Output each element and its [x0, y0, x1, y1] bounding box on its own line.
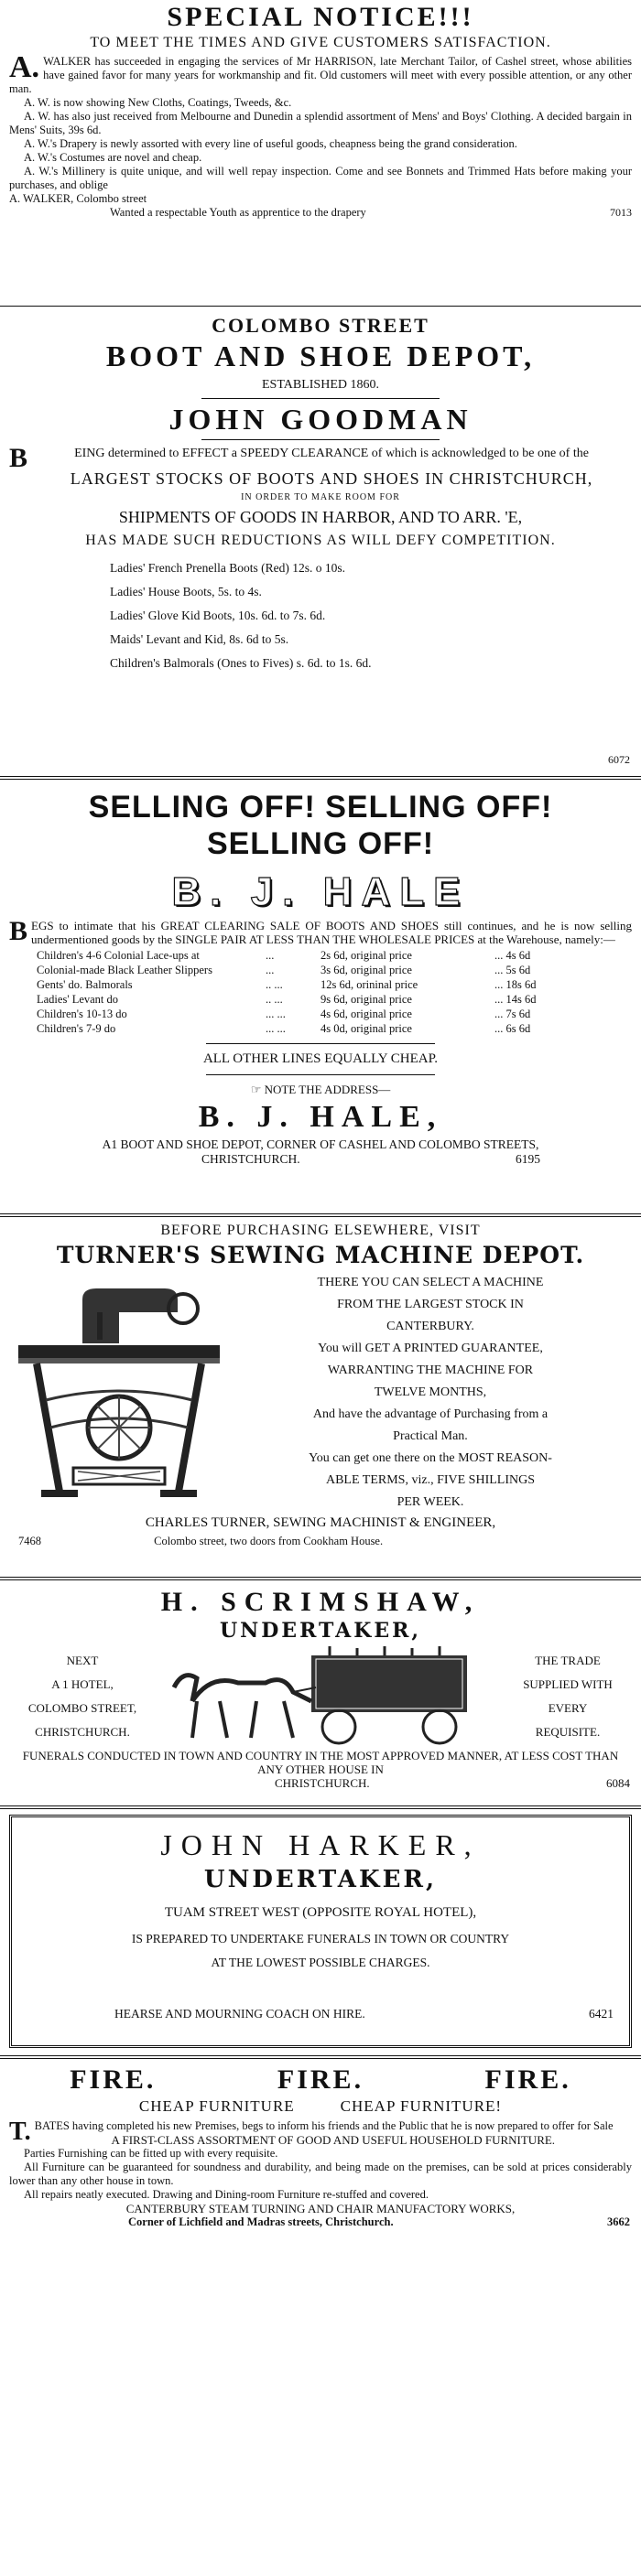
scrimshaw-right-line: SUPPLIED WITH	[523, 1677, 613, 1691]
newspaper-page	[0, 2, 641, 2576]
divider	[206, 1074, 435, 1075]
turner-line: PER WEEK.	[397, 1495, 464, 1509]
turner-line: TWELVE MONTHS,	[374, 1385, 487, 1399]
scrimshaw-trade: UNDERTAKER,	[219, 1619, 422, 1643]
harker-address: TUAM STREET WEST (OPPOSITE ROYAL HOTEL),	[164, 1905, 477, 1920]
turner-line: You can get one there on the MOST REASON-	[309, 1451, 552, 1465]
special-notice-line: A. W. is now showing New Cloths, Coatings, Tweeds, &c.	[24, 96, 292, 109]
turner-line: WARRANTING THE MACHINE FOR	[327, 1363, 534, 1377]
ref-number: 6072	[608, 753, 630, 766]
scrimshaw-left-line: NEXT	[66, 1654, 99, 1667]
turner-line: CANTERBURY.	[386, 1320, 474, 1333]
turner-ad	[0, 1223, 641, 1577]
fire-line: All Furniture can be guaranteed for soundness and durability, and being made on the premises, can be sold at prices considerably lower than any other house in town.	[9, 2161, 632, 2187]
hale-price-row	[37, 948, 632, 963]
hale-price: 9s 6d, original price	[320, 993, 412, 1006]
special-notice-ad	[0, 2, 641, 306]
fire-ad	[0, 2063, 641, 2227]
hale-price-row	[37, 992, 632, 1007]
special-notice-line: A. W. has also just received from Melbourne and Dunedin a splendid assortment of Mens' and Boys' Clothing. A decided bargain in Mens' Suits, 39s 6d.	[9, 110, 632, 136]
scrimshaw-name: H. SCRIMSHAW,	[160, 1587, 481, 1617]
hale-city-line: CHRISTCHURCH. 6195	[201, 1152, 540, 1166]
harker-hearse-line: HEARSE AND MOURNING COACH ON HIRE. 6421	[114, 2007, 614, 2021]
harker-charges: AT THE LOWEST POSSIBLE CHARGES.	[211, 1956, 430, 1969]
hale-headline-2: SELLING OFF!	[206, 826, 435, 861]
hale-orig: ... 18s 6d	[494, 978, 537, 991]
hale-item: Colonial-made Black Leather Slippers	[37, 964, 212, 976]
hale-ad	[0, 789, 641, 1213]
turner-line: You will GET A PRINTED GUARANTEE,	[318, 1342, 543, 1355]
turner-title: TURNER'S SEWING MACHINE DEPOT.	[56, 1242, 585, 1268]
hale-dots: ...	[266, 949, 275, 962]
hale-item: Gents' do. Balmorals	[37, 978, 133, 991]
special-notice-lines	[9, 96, 632, 192]
goodman-reductions: HAS MADE SUCH REDUCTIONS AS WILL DEFY COMPETITION.	[85, 533, 556, 548]
ref-number: 6421	[589, 2007, 614, 2021]
harker-name: JOHN HARKER,	[160, 1828, 481, 1861]
fire-headline-word: FIRE.	[277, 2064, 364, 2095]
hale-dots: ...	[266, 964, 275, 976]
special-notice-line: A. W.'s Millinery is quite unique, and will well repay inspection. Come and see Bonnets and Trimmed Hats before making your purchases, and oblige	[9, 165, 632, 191]
divider	[0, 1577, 641, 1580]
hale-dots: .. ...	[266, 978, 283, 991]
goodman-item: Ladies' House Boots, 5s. to 4s.	[110, 585, 262, 598]
goodman-name: JOHN GOODMAN	[168, 403, 473, 436]
fire-headline-word: FIRE.	[70, 2064, 157, 2095]
goodman-shipments: SHIPMENTS OF GOODS IN HARBOR, AND TO ARR. 'E,	[118, 508, 523, 526]
hale-orig: ... 6s 6d	[494, 1022, 531, 1035]
divider	[0, 1213, 641, 1217]
fire-assort: A FIRST-CLASS ASSORTMENT OF GOOD AND USEFUL HOUSEHOLD FURNITURE.	[111, 2133, 556, 2147]
divider	[0, 776, 641, 780]
special-notice-line: A. W.'s Drapery is newly assorted with every line of useful goods, cheapness being the grand consideration.	[24, 137, 517, 150]
scrimshaw-trade-supplied	[504, 1649, 632, 1744]
scrimshaw-left-line: COLOMBO STREET,	[27, 1701, 137, 1715]
scrimshaw-left-line: CHRISTCHURCH.	[35, 1725, 130, 1739]
goodman-order: IN ORDER TO MAKE ROOM FOR	[241, 492, 400, 502]
hale-item: Children's 7-9 do	[37, 1022, 116, 1035]
fire-works: CANTERBURY STEAM TURNING AND CHAIR MANUFACTORY WORKS,	[125, 2202, 516, 2215]
hale-price-row	[37, 963, 632, 977]
turner-line: Practical Man.	[393, 1429, 468, 1443]
ref-number: 6195	[516, 1152, 540, 1166]
turner-before: BEFORE PURCHASING ELSEWHERE, VISIT	[160, 1223, 481, 1238]
hale-price: 12s 6d, orininal price	[320, 978, 418, 991]
goodman-largest: LARGEST STOCKS OF BOOTS AND SHOES IN CHRISTCHURCH,	[70, 469, 593, 488]
ref-number: 7468	[18, 1535, 41, 1547]
special-notice-line: A. W.'s Costumes are novel and cheap.	[24, 151, 202, 164]
fire-corner-line: Corner of Lichfield and Madras streets, Christchurch. 3662	[128, 2215, 630, 2228]
hale-price-row	[37, 1007, 632, 1021]
hale-dots: ... ...	[266, 1022, 286, 1035]
hale-note: ☞ NOTE THE ADDRESS—	[250, 1083, 391, 1096]
turner-proprietor: CHARLES TURNER, SEWING MACHINIST & ENGINEER,	[145, 1515, 496, 1530]
hale-orig: ... 7s 6d	[494, 1008, 531, 1020]
harker-trade: UNDERTAKER,	[203, 1866, 438, 1893]
fire-headline-word: FIRE.	[484, 2064, 571, 2095]
hale-name-2: B. J. HALE,	[198, 1100, 443, 1134]
hale-item: Children's 10-13 do	[37, 1008, 127, 1020]
special-notice-signature: A. WALKER, Colombo street	[9, 192, 147, 205]
hale-price: 4s 6d, original price	[320, 1008, 412, 1020]
ref-number: 7013	[610, 206, 632, 219]
harker-prepared: IS PREPARED TO UNDERTAKE FUNERALS IN TOWN OR COUNTRY	[131, 1932, 510, 1945]
scrimshaw-right-line: EVERY	[548, 1701, 588, 1715]
sewing-machine-illustration	[9, 1272, 229, 1505]
goodman-street: COLOMBO STREET	[212, 314, 429, 337]
fire-lines	[9, 2147, 632, 2202]
hale-dots: ... ...	[266, 1008, 286, 1020]
hale-dots: .. ...	[266, 993, 283, 1006]
goodman-established: ESTABLISHED 1860.	[262, 378, 379, 392]
scrimshaw-city-line: CHRISTCHURCH. 6084	[275, 1776, 630, 1790]
turner-line: And have the advantage of Purchasing from a	[312, 1407, 549, 1421]
goodman-intro: B EING determined to EFFECT a SPEEDY CLEARANCE of which is acknowledged to be one of the	[9, 443, 589, 473]
fire-headline	[9, 2063, 632, 2097]
ref-number: 6084	[606, 1776, 630, 1790]
fire-line: Parties Furnishing can be fitted up with every requisite.	[24, 2147, 278, 2160]
special-notice-title: SPECIAL NOTICE!!!	[167, 2, 474, 32]
hale-orig: ... 5s 6d	[494, 964, 531, 976]
hale-orig: ... 14s 6d	[494, 993, 537, 1006]
turner-line: THERE YOU CAN SELECT A MACHINE	[317, 1276, 544, 1289]
ref-number: 3662	[607, 2215, 630, 2228]
scrimshaw-right-line: THE TRADE	[535, 1654, 601, 1667]
goodman-ad	[0, 314, 641, 776]
goodman-items	[9, 556, 632, 675]
hale-price-table	[9, 948, 632, 1036]
sewing-machine-icon	[9, 1272, 229, 1505]
hale-price: 4s 0d, original price	[320, 1022, 412, 1035]
scrimshaw-funerals: FUNERALS CONDUCTED IN TOWN AND COUNTRY IN THE MOST APPROVED MANNER, AT LESS COST THAN ANY OTHER HOUSE IN	[22, 1749, 619, 1776]
harker-ad	[9, 1815, 632, 2048]
divider	[0, 1805, 641, 1809]
fire-sub: CHEAP FURNITURE CHEAP FURNITURE!	[138, 2097, 503, 2115]
hale-headline-1: SELLING OFF! SELLING OFF!	[88, 790, 553, 825]
pointing-hand-icon: ☞	[250, 1083, 262, 1096]
scrimshaw-right-line: REQUISITE.	[535, 1725, 601, 1739]
drop-cap: A.	[9, 50, 40, 84]
goodman-title: BOOT AND SHOE DEPOT,	[105, 340, 536, 372]
divider	[0, 2055, 641, 2059]
hale-price: 2s 6d, original price	[320, 949, 412, 962]
hearse-icon	[156, 1646, 494, 1747]
turner-lines	[229, 1272, 632, 1514]
scrimshaw-address	[9, 1649, 156, 1744]
turner-line: ABLE TERMS, viz., FIVE SHILLINGS	[325, 1473, 536, 1487]
turner-address-line: 7468 Colombo street, two doors from Cookham House.	[9, 1535, 632, 1548]
special-notice-para: A. WALKER has succeeded in engaging the services of Mr HARRISON, late Merchant Tailor, of Cashel street, whose abilities have gained favor for many years for workmanship and fit. Old customers will meet with every possible attention, or any other man.	[9, 50, 632, 95]
goodman-item: Maids' Levant and Kid, 8s. 6d to 5s.	[110, 632, 289, 646]
goodman-item: Children's Balmorals (Ones to Fives) s. 6d. to 1s. 6d.	[110, 656, 372, 670]
hearse-illustration	[156, 1646, 504, 1747]
scrimshaw-ad	[0, 1586, 641, 1805]
scrimshaw-left-line: A 1 HOTEL,	[51, 1677, 114, 1691]
hale-price: 3s 6d, original price	[320, 964, 412, 976]
special-notice-wanted: Wanted a respectable Youth as apprentice to the drapery 7013	[110, 206, 632, 219]
hale-price-row	[37, 977, 632, 992]
divider	[206, 1043, 435, 1044]
hale-address: A1 BOOT AND SHOE DEPOT, CORNER OF CASHEL AND COLOMBO STREETS,	[102, 1137, 539, 1151]
special-notice-subtitle: TO MEET THE TIMES AND GIVE CUSTOMERS SATISFACTION.	[90, 35, 551, 50]
fire-intro: T. BATES having completed his new Premises, begs to inform his friends and the Public that he is now prepared to offer for Sale	[9, 2118, 614, 2146]
divider	[0, 306, 641, 307]
hale-name: B. J. HALE	[171, 869, 470, 914]
hale-price-row	[37, 1021, 632, 1036]
goodman-item: Ladies' Glove Kid Boots, 10s. 6d. to 7s. 6d.	[110, 609, 326, 622]
hale-item: Ladies' Levant do	[37, 993, 119, 1006]
hale-intro: BEGS to intimate that his GREAT CLEARING SALE OF BOOTS AND SHOES still continues, and he is now selling undermentioned goods by the SINGLE PAIR AT LESS THAN THE WHOLESALE PRICES at the Warehouse, namely:—	[9, 916, 632, 946]
hale-other: ALL OTHER LINES EQUALLY CHEAP.	[202, 1051, 439, 1066]
hale-orig: ... 4s 6d	[494, 949, 531, 962]
turner-line: FROM THE LARGEST STOCK IN	[337, 1298, 524, 1311]
goodman-item: Ladies' French Prenella Boots (Red) 12s. o 10s.	[110, 561, 346, 575]
hale-item: Children's 4-6 Colonial Lace-ups at	[37, 949, 200, 962]
divider	[201, 439, 440, 440]
fire-line: All repairs neatly executed. Drawing and Dining-room Furniture re-stuffed and covered.	[24, 2188, 429, 2201]
